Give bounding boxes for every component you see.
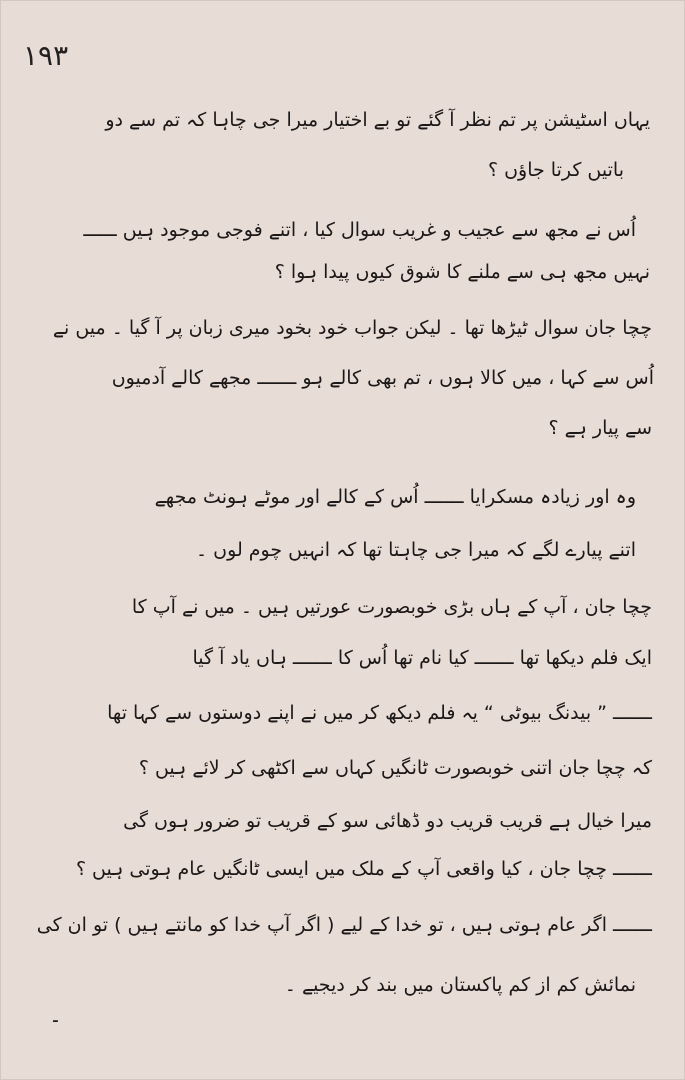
text-line-14: میرا خیال ہے قریب قریب دو ڈھائی سو کے قریب تو ضرور ہوں گی <box>123 810 652 832</box>
text-line-17: نمائش کم از کم پاکستان میں بند کر دیجیے ۔ <box>284 974 636 996</box>
text-line-1: یہاں اسٹیشن پر تم نظر آ گئے تو بے اختیار میرا جی چاہا کہ تم سے دو <box>105 109 650 131</box>
text-line-16: ـــــــ اگر عام ہوتی ہیں ، تو خدا کے لیے ( اگر آپ خدا کو مانتے ہیں ) تو ان کی <box>36 914 652 936</box>
end-mark: ۔ <box>49 1003 62 1028</box>
text-line-3: اُس نے مجھ سے عجیب و غریب سوال کیا ، اتنے فوجی موجود ہیں ــــــ <box>83 219 636 241</box>
text-line-8: وہ اور زیادہ مسکرایا ـــــــ اُس کے کالے اور موٹے ہونٹ مجھے <box>154 486 636 508</box>
text-line-2: باتیں کرتا جاؤں ؟ <box>487 159 624 181</box>
text-line-6: اُس سے کہا ، میں کالا ہوں ، تم بھی کالے ہو ـــــــ مجھے کالے آدمیوں <box>111 367 654 389</box>
text-line-15: ـــــــ چچا جان ، کیا واقعی آپ کے ملک میں ایسی ٹانگیں عام ہوتی ہیں ؟ <box>75 858 652 880</box>
text-line-7: سے پیار ہے ؟ <box>548 417 652 439</box>
page-number: ۱۹۳ <box>23 39 69 72</box>
text-line-11: ایک فلم دیکھا تھا ـــــــ کیا نام تھا اُس کا ـــــــ ہاں یاد آ گیا <box>192 647 652 669</box>
text-line-5: چچا جان سوال ٹیڑھا تھا ۔ لیکن جواب خود بخود میری زبان پر آ گیا ۔ میں نے <box>52 317 652 339</box>
text-line-12: ـــــــ ” بیدنگ بیوٹی “ یہ فلم دیکھ کر میں نے اپنے دوستوں سے کہا تھا <box>107 702 652 724</box>
text-line-10: چچا جان ، آپ کے ہاں بڑی خوبصورت عورتیں ہیں ۔ میں نے آپ کا <box>131 596 652 618</box>
text-line-9: اتنے پیارے لگے کہ میرا جی چاہتا تھا کہ انہیں چوم لوں ۔ <box>196 539 636 561</box>
text-line-13: کہ چچا جان اتنی خوبصورت ٹانگیں کہاں سے اکٹھی کر لائے ہیں ؟ <box>138 757 652 779</box>
text-line-4: نہیں مجھ ہی سے ملنے کا شوق کیوں پیدا ہوا ؟ <box>274 261 650 283</box>
